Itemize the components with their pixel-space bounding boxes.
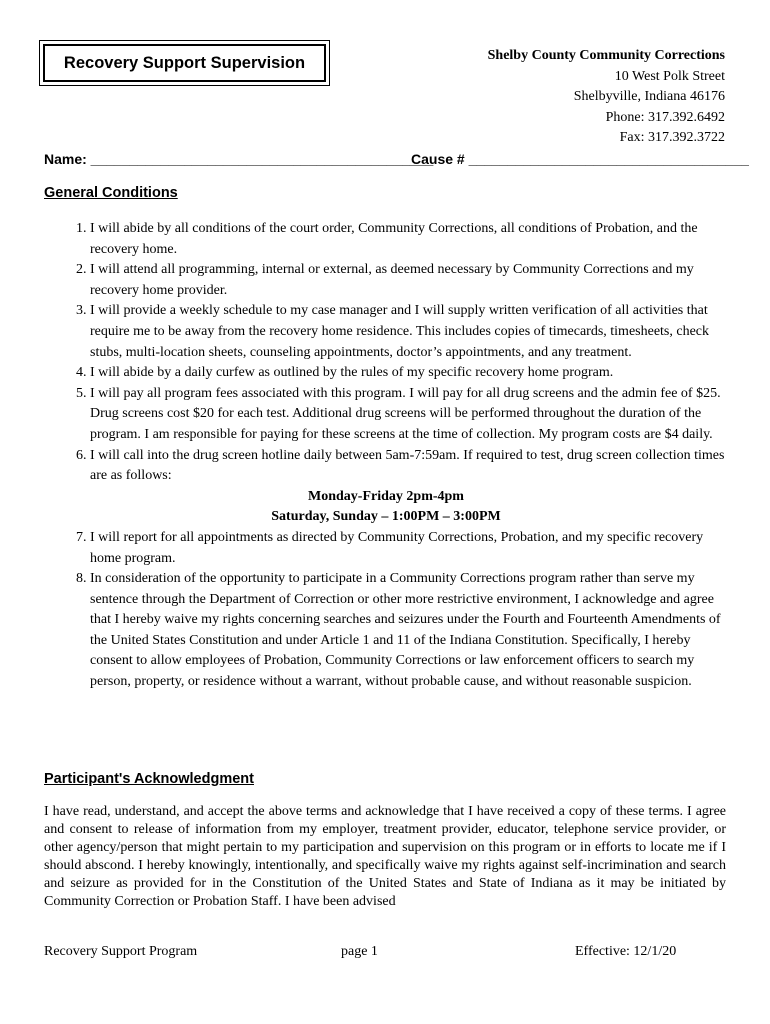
agency-street: 10 West Polk Street <box>614 68 725 84</box>
footer-effective-date: Effective: 12/1/20 <box>575 944 677 959</box>
acknowledgment-heading: Participant's Acknowledgment <box>44 771 254 787</box>
agency-fax: Fax: 317.392.3722 <box>619 130 725 145</box>
agency-phone: Phone: 317.392.6492 <box>605 109 725 125</box>
document-title: Recovery Support Supervision <box>43 44 326 82</box>
condition-item: 8. In consideration of the opportunity to participate in a Community Corrections program rather than serve my sentence through the Department of Correction or other more restrictive environment, I acknowledge and agree that I hereby waive my rights concerning searches and seizures under the Fourth and Fourteenth Amendments of the United States Constitution and under Article 1 and 11 of the Indiana Constitution. Specifically, I hereby consent to allow employees of Probation, Community Corrections or law enforcement officers to search my person, property, or residence without a warrant, without probable cause, and without reasonable suspicion. <box>90 569 728 693</box>
agency-city: Shelbyville, Indiana 46176 <box>573 89 725 104</box>
condition-item: 7. I will report for all appointments as directed by Community Corrections, Probation, and my specific recovery home program. <box>90 528 728 569</box>
condition-text: I will call into the drug screen hotline daily between 5am-7:59am. If required to test, drug screen collection times are as follows: <box>90 447 725 484</box>
condition-item: 2. I will attend all programming, internal or external, as deemed necessary by Community Corrections and my recovery home provider. <box>90 260 728 301</box>
conditions-list <box>44 219 728 693</box>
footer-page-number: page 1 <box>341 944 378 959</box>
agency-name: Shelby County Community Corrections <box>487 48 725 63</box>
condition-item-drug-screen <box>90 446 728 528</box>
name-cause-line <box>44 151 749 167</box>
agency-address <box>488 46 725 149</box>
name-field[interactable]: Name: ____________________________________________ <box>44 151 434 167</box>
footer-program: Recovery Support Program <box>44 944 198 959</box>
general-conditions-heading: General Conditions <box>44 185 178 201</box>
condition-item: 5. I will pay all program fees associated with this program. I will pay for all drug screens and the admin fee of $25. Drug screens cost $20 for each test. Additional drug screens will be performed throughout the duration of the program. I am responsible for paying for these screens at the time of collection. My program costs are $4 daily. <box>90 384 728 446</box>
acknowledgment-text: I have read, understand, and accept the above terms and acknowledge that I have received a copy of these terms. I agree and consent to release of information from my employer, treatment provider, educator, telephone service provider, or other agency/person that might pertain to my participation and supervision on this program or in efforts to locate me if I should abscond. I hereby knowingly, intentionally, and specifically waive my rights against self-incrimination and search and seizure as provided for in the Constitution of the United States and State of Indiana as it may be initiated by Community Correction or Probation Staff. I have been advised <box>44 804 726 909</box>
condition-item: 3. I will provide a weekly schedule to my case manager and I will supply written verification of all activities that require me to be away from the recovery home residence. This includes copies of timecards, timesheets, check stubs, multi-location sheets, counseling appointments, doctor’s appointments, and any treatment. <box>90 301 728 363</box>
schedule-weekday: Monday-Friday 2pm-4pm <box>308 488 464 504</box>
condition-item: 4. I will abide by a daily curfew as outlined by the rules of my specific recovery home program. <box>90 363 728 384</box>
schedule-weekend: Saturday, Sunday – 1:00PM – 3:00PM <box>271 509 501 525</box>
cause-number-field[interactable]: Cause # ____________________________________ <box>411 151 749 167</box>
condition-item: 1. I will abide by all conditions of the court order, Community Corrections, all conditions of Probation, and the recovery home. <box>90 219 728 260</box>
